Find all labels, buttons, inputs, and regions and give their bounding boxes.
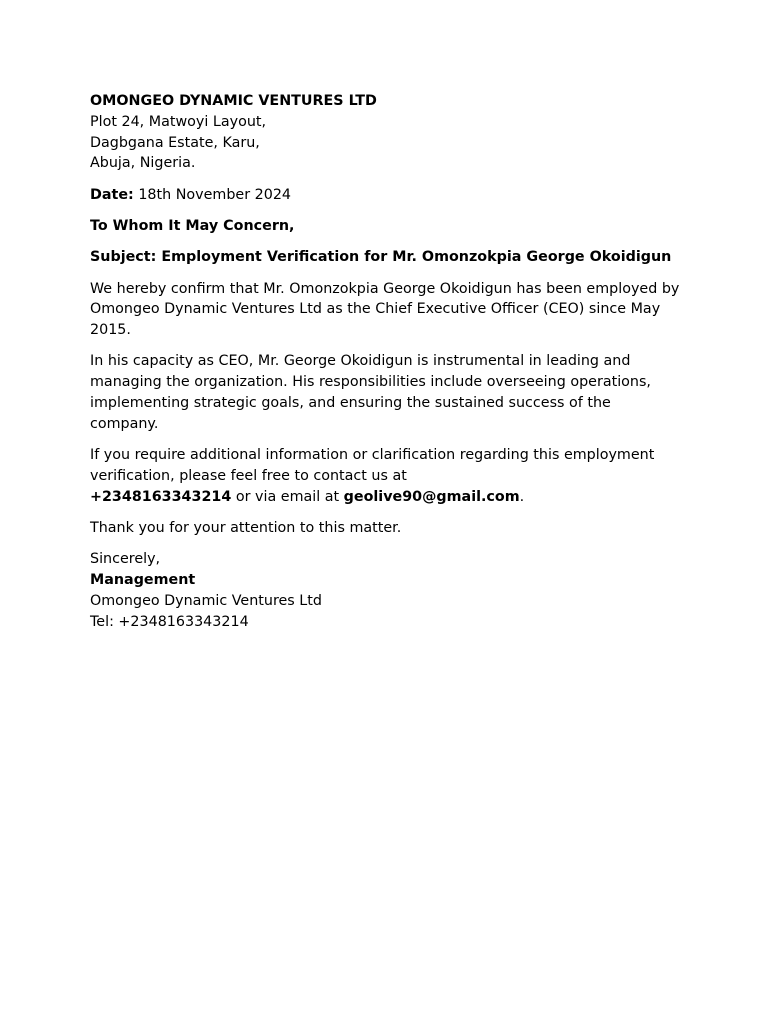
date-label: Date: — [90, 186, 134, 203]
letterhead — [90, 91, 680, 174]
subject-line — [90, 247, 680, 268]
signature-tel: Tel: +2348163343214 — [90, 613, 249, 630]
subject-text: Employment Verification for Mr. Omonzokpia George Okoidigun — [161, 249, 672, 266]
paragraph-responsibilities: In his capacity as CEO, Mr. George Okoidigun is instrumental in leading and managing the organization. His responsibilities include overseeing operations, implementing strategic goals, and ensuring the sustained success of the company. — [90, 353, 651, 432]
company-name: OMONGEO DYNAMIC VENTURES LTD — [90, 93, 377, 109]
contact-end: . — [519, 488, 525, 505]
valediction: Sincerely, — [90, 551, 161, 568]
subject-label: Subject: — [90, 249, 157, 266]
date-line — [90, 185, 680, 206]
address-line-1: Plot 24, Matwoyi Layout, — [90, 113, 267, 130]
contact-phone: +2348163343214 — [90, 488, 232, 505]
contact-middle: or via email at — [235, 488, 340, 505]
paragraph-contact — [90, 445, 680, 507]
contact-intro: If you require additional information or clarification regarding this employment verification, please feel free to contact us at — [90, 447, 655, 484]
signatory: Management — [90, 572, 196, 589]
salutation: To Whom It May Concern, — [90, 217, 295, 234]
paragraph-confirmation: We hereby confirm that Mr. Omonzokpia George Okoidigun has been employed by Omongeo Dynamic Ventures Ltd as the Chief Executive Officer (CEO) since May 2015. — [90, 280, 680, 339]
thank-you-line: Thank you for your attention to this matter. — [90, 520, 402, 537]
letter — [90, 91, 680, 633]
signature-company: Omongeo Dynamic Ventures Ltd — [90, 592, 322, 609]
date-value: 18th November 2024 — [138, 186, 292, 203]
address-line-3: Abuja, Nigeria. — [90, 155, 196, 172]
address-line-2: Dagbgana Estate, Karu, — [90, 134, 260, 151]
contact-email: geolive90@gmail.com — [343, 488, 520, 505]
signature-block — [90, 549, 680, 632]
